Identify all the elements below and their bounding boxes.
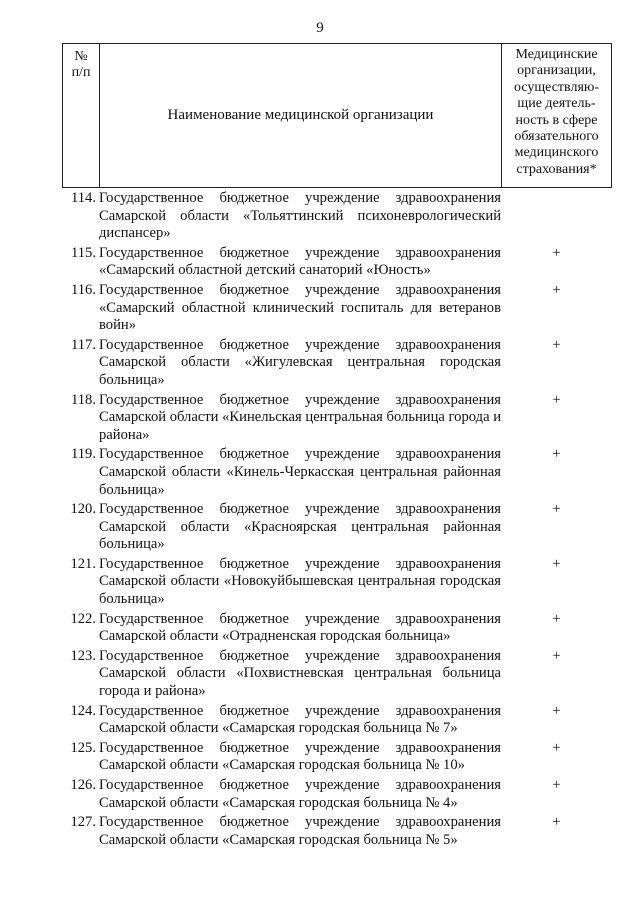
organization-name: Государственное бюджетное учреждение здравоохранения Самарской области «Похвистневская центральная больница города и района» <box>99 647 501 700</box>
row-number: 123. <box>70 647 96 664</box>
header-number-column: № п/п <box>63 44 100 187</box>
organization-name: Государственное бюджетное учреждение здравоохранения Самарской области «Тольяттинский психоневрологический диспансер» <box>99 190 501 242</box>
oms-mark: + <box>552 446 561 463</box>
table-body <box>62 190 612 849</box>
table-row <box>62 556 612 609</box>
oms-mark <box>501 190 612 243</box>
row-number: 115. <box>71 244 96 261</box>
organization-name: Государственное бюджетное учреждение здравоохранения Самарской области «Красноярская центральная районная больница» <box>99 501 501 553</box>
oms-mark: + <box>552 610 561 627</box>
oms-mark: + <box>552 555 561 572</box>
organization-name: Государственное бюджетное учреждение здравоохранения Самарской области «Самарская городская больница № 4» <box>99 777 501 811</box>
table-row <box>62 282 612 335</box>
row-number: 124. <box>70 702 96 719</box>
row-number: 118. <box>71 391 96 408</box>
row-number: 120. <box>70 501 96 518</box>
row-number: 117. <box>71 336 96 353</box>
table-row <box>62 501 612 554</box>
table-header <box>62 43 612 188</box>
table-row <box>62 392 612 445</box>
oms-mark: + <box>552 244 561 261</box>
organization-name: Государственное бюджетное учреждение здравоохранения Самарской области «Самарская городская больница № 5» <box>99 814 501 848</box>
table-row <box>62 245 612 280</box>
organization-name: Государственное бюджетное учреждение здравоохранения Самарской области «Самарская городская больница № 10» <box>99 739 501 774</box>
table-row <box>62 190 612 243</box>
row-number: 119. <box>71 446 96 463</box>
organization-name: Государственное бюджетное учреждение здравоохранения «Самарский областной клинический госпиталь для ветеранов войн» <box>99 281 501 334</box>
row-number: 121. <box>70 555 96 572</box>
row-number: 116. <box>71 281 96 298</box>
table-row <box>62 703 612 738</box>
table-row <box>62 611 612 646</box>
organization-name: Государственное бюджетное учреждение здравоохранения Самарской области «Кинельская центральная больница города и района» <box>99 391 502 443</box>
organization-name: Государственное бюджетное учреждение здравоохранения Самарской области «Новокуйбышевская центральная городская больница» <box>99 555 501 608</box>
table-row <box>62 777 612 812</box>
row-number: 127. <box>70 814 96 831</box>
row-number: 114. <box>71 190 96 206</box>
organization-name: Государственное бюджетное учреждение здравоохранения Самарской области «Самарская городская больница № 7» <box>99 702 501 737</box>
oms-mark: + <box>552 777 561 793</box>
organization-name: Государственное бюджетное учреждение здравоохранения Самарской области «Жигулевская центральная городская больница» <box>99 336 501 388</box>
row-number: 126. <box>70 777 96 793</box>
header-oms-column: Медицинские организации, осуществляю-щие деятель-ность в сфере обязательного медицинского страхования* <box>513 47 600 177</box>
oms-mark: + <box>552 391 561 408</box>
oms-mark: + <box>552 739 561 756</box>
header-name-column: Наименование медицинской организации <box>100 44 502 187</box>
oms-mark: + <box>552 281 561 298</box>
row-number: 122. <box>70 610 96 627</box>
table-row <box>62 740 612 775</box>
table-row <box>62 814 612 849</box>
table-row <box>62 446 612 499</box>
organization-name: Государственное бюджетное учреждение здравоохранения «Самарский областной детский санаторий «Юность» <box>99 244 501 279</box>
table-row <box>62 337 612 390</box>
page-number: 9 <box>316 20 324 36</box>
row-number: 125. <box>70 739 96 756</box>
oms-mark: + <box>552 336 561 353</box>
oms-mark: + <box>552 814 561 831</box>
organization-name: Государственное бюджетное учреждение здравоохранения Самарской области «Отрадненская городская больница» <box>99 610 501 645</box>
organization-name: Государственное бюджетное учреждение здравоохранения Самарской области «Кинель-Черкасская центральная районная больница» <box>99 446 501 498</box>
oms-mark: + <box>552 501 561 518</box>
oms-mark: + <box>552 647 561 664</box>
oms-mark: + <box>552 702 561 719</box>
table-row <box>62 648 612 701</box>
